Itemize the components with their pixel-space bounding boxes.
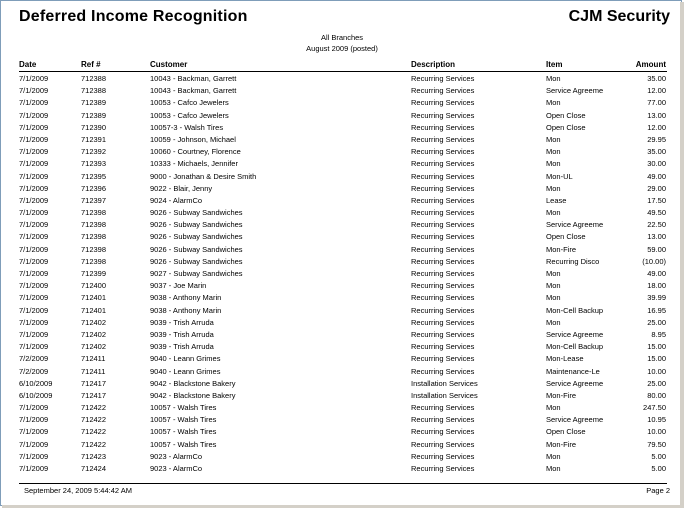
cell-date: 7/1/2009 (19, 439, 49, 449)
cell-customer: 9037 - Joe Marin (150, 281, 207, 291)
column-header-description: Description (411, 60, 456, 69)
table-row (19, 464, 667, 476)
cell-item: Maintenance-Le (546, 366, 600, 376)
cell-item: Mon (546, 464, 561, 473)
column-header-amount: Amount (635, 60, 666, 69)
cell-amount: 29.00 (647, 183, 666, 193)
cell-date: 7/1/2009 (19, 342, 49, 352)
cell-item: Service Agreeme (546, 329, 604, 339)
table-row (19, 293, 667, 305)
column-header-item: Item (546, 60, 563, 69)
cell-amount: 29.95 (647, 134, 666, 144)
table-row (19, 342, 667, 354)
cell-item: Mon (546, 208, 561, 218)
table-row (19, 367, 667, 379)
cell-ref: 712398 (81, 256, 107, 266)
cell-description: Installation Services (411, 390, 478, 400)
cell-date: 7/1/2009 (19, 147, 49, 157)
cell-item: Open Close (546, 427, 586, 437)
cell-description: Recurring Services (411, 147, 475, 157)
cell-ref: 712402 (81, 342, 107, 352)
cell-ref: 712422 (81, 415, 107, 425)
cell-ref: 712399 (81, 269, 107, 278)
branch-filter: All Branches (320, 33, 364, 42)
cell-amount: 8.95 (651, 329, 666, 339)
cell-description: Recurring Services (411, 451, 475, 461)
cell-date: 7/1/2009 (19, 451, 49, 461)
cell-date: 7/1/2009 (19, 208, 49, 218)
table-row (19, 245, 667, 257)
cell-ref: 712398 (81, 232, 107, 242)
cell-amount: 5.00 (651, 464, 666, 473)
cell-item: Mon (546, 451, 561, 461)
cell-amount: 39.99 (647, 293, 666, 303)
cell-amount: 80.00 (647, 390, 666, 400)
cell-item: Mon-Lease (546, 354, 584, 364)
cell-item: Mon (546, 281, 561, 291)
cell-amount: 49.00 (647, 269, 666, 278)
cell-amount: 10.00 (647, 427, 666, 437)
cell-description: Recurring Services (411, 329, 475, 339)
cell-item: Mon (546, 293, 561, 303)
cell-ref: 712417 (81, 378, 107, 388)
cell-date: 7/1/2009 (19, 74, 49, 83)
cell-ref: 712422 (81, 427, 107, 437)
cell-amount: 13.00 (647, 232, 666, 242)
cell-ref: 712388 (81, 74, 107, 83)
cell-ref: 712401 (81, 305, 107, 315)
cell-item: Mon (546, 183, 561, 193)
cell-ref: 712424 (81, 464, 107, 473)
cell-item: Mon (546, 74, 561, 83)
cell-date: 7/1/2009 (19, 329, 49, 339)
table-row (19, 318, 667, 330)
cell-customer: 9040 - Leann Grimes (150, 366, 221, 376)
table-row (19, 379, 667, 391)
cell-date: 7/1/2009 (19, 86, 49, 96)
cell-ref: 712422 (81, 403, 107, 413)
cell-item: Mon (546, 159, 561, 169)
cell-ref: 712390 (81, 122, 107, 132)
cell-amount: 79.50 (647, 439, 666, 449)
cell-item: Lease (546, 195, 567, 205)
cell-item: Mon (546, 98, 561, 108)
cell-date: 7/1/2009 (19, 244, 49, 254)
cell-description: Recurring Services (411, 171, 475, 181)
cell-amount: 12.00 (647, 86, 666, 96)
cell-description: Recurring Services (411, 354, 475, 364)
cell-date: 7/1/2009 (19, 403, 49, 413)
table-row (19, 159, 667, 171)
table-row (19, 135, 667, 147)
cell-description: Recurring Services (411, 342, 475, 352)
cell-ref: 712402 (81, 329, 107, 339)
cell-amount: 49.50 (647, 208, 666, 218)
table-row (19, 86, 667, 98)
page-shadow-right (680, 2, 684, 508)
cell-ref: 712397 (81, 195, 107, 205)
cell-customer: 10043 - Backman, Garrett (150, 86, 237, 96)
table-row (19, 440, 667, 452)
cell-customer: 10059 - Johnson, Michael (150, 134, 236, 144)
cell-ref: 712389 (81, 110, 107, 120)
cell-customer: 10057 - Walsh Tires (150, 415, 217, 425)
table-row (19, 415, 667, 427)
cell-amount: 25.00 (647, 378, 666, 388)
cell-item: Mon-Fire (546, 244, 577, 254)
table-row (19, 269, 667, 281)
cell-amount: 10.00 (647, 366, 666, 376)
table-row (19, 147, 667, 159)
cell-description: Recurring Services (411, 134, 475, 144)
cell-date: 7/1/2009 (19, 256, 49, 266)
column-header-ref: Ref # (81, 60, 101, 69)
cell-customer: 10057 - Walsh Tires (150, 427, 217, 437)
table-row (19, 391, 667, 403)
cell-description: Recurring Services (411, 317, 475, 327)
table-row (19, 427, 667, 439)
cell-description: Recurring Services (411, 403, 475, 413)
cell-amount: 247.50 (643, 403, 666, 413)
table-row (19, 208, 667, 220)
table-row (19, 452, 667, 464)
cell-date: 7/1/2009 (19, 183, 49, 193)
cell-item: Mon-Fire (546, 439, 577, 449)
cell-customer: 9023 - AlarmCo (150, 451, 203, 461)
cell-item: Mon-Cell Backup (546, 342, 604, 352)
cell-date: 7/1/2009 (19, 134, 49, 144)
cell-date: 6/10/2009 (19, 378, 53, 388)
cell-customer: 9027 - Subway Sandwiches (150, 269, 243, 278)
cell-amount: 59.00 (647, 244, 666, 254)
table-row (19, 403, 667, 415)
cell-description: Recurring Services (411, 305, 475, 315)
table-row (19, 281, 667, 293)
report-title: Deferred Income Recognition (19, 8, 248, 25)
cell-customer: 9039 - Trish Arruda (150, 317, 214, 327)
cell-description: Recurring Services (411, 244, 475, 254)
cell-description: Recurring Services (411, 427, 475, 437)
cell-item: Service Agreeme (546, 86, 604, 96)
cell-customer: 9042 - Blackstone Bakery (150, 390, 236, 400)
print-timestamp: September 24, 2009 5:44:42 AM (24, 486, 132, 495)
cell-date: 7/1/2009 (19, 98, 49, 108)
cell-description: Recurring Services (411, 269, 475, 278)
cell-amount: (10.00) (642, 256, 666, 266)
cell-amount: 15.00 (647, 354, 666, 364)
cell-customer: 9026 - Subway Sandwiches (150, 220, 243, 230)
cell-description: Recurring Services (411, 110, 475, 120)
cell-amount: 25.00 (647, 317, 666, 327)
cell-ref: 712422 (81, 439, 107, 449)
cell-description: Recurring Services (411, 195, 475, 205)
cell-customer: 10057-3 - Walsh Tires (150, 122, 224, 132)
cell-date: 6/10/2009 (19, 390, 53, 400)
cell-customer: 9022 - Blair, Jenny (150, 183, 213, 193)
cell-date: 7/1/2009 (19, 232, 49, 242)
column-header-customer: Customer (150, 60, 188, 69)
cell-ref: 712417 (81, 390, 107, 400)
table-row (19, 74, 667, 86)
cell-date: 7/2/2009 (19, 354, 49, 364)
cell-amount: 35.00 (647, 74, 666, 83)
table-row (19, 232, 667, 244)
cell-customer: 9038 - Anthony Marin (150, 293, 222, 303)
cell-amount: 12.00 (647, 122, 666, 132)
cell-description: Recurring Services (411, 98, 475, 108)
cell-item: Mon (546, 317, 561, 327)
cell-customer: 9000 - Jonathan & Desire Smith (150, 171, 257, 181)
cell-item: Mon-UL (546, 171, 573, 181)
cell-date: 7/1/2009 (19, 415, 49, 425)
cell-date: 7/1/2009 (19, 427, 49, 437)
table-row (19, 111, 667, 123)
cell-customer: 9038 - Anthony Marin (150, 305, 222, 315)
cell-customer: 9023 - AlarmCo (150, 464, 203, 473)
cell-description: Recurring Services (411, 439, 475, 449)
cell-customer: 9026 - Subway Sandwiches (150, 208, 243, 218)
cell-amount: 77.00 (647, 98, 666, 108)
cell-date: 7/1/2009 (19, 220, 49, 230)
cell-ref: 712393 (81, 159, 107, 169)
cell-description: Recurring Services (411, 86, 475, 96)
cell-description: Recurring Services (411, 122, 475, 132)
page-number: Page 2 (646, 486, 670, 495)
cell-customer: 9039 - Trish Arruda (150, 329, 214, 339)
cell-ref: 712396 (81, 183, 107, 193)
cell-date: 7/1/2009 (19, 159, 49, 169)
cell-customer: 10053 - Cafco Jewelers (150, 110, 229, 120)
cell-date: 7/1/2009 (19, 464, 49, 473)
table-row (19, 220, 667, 232)
cell-description: Recurring Services (411, 281, 475, 291)
cell-item: Mon-Fire (546, 390, 577, 400)
cell-date: 7/1/2009 (19, 293, 49, 303)
cell-description: Recurring Services (411, 415, 475, 425)
cell-date: 7/2/2009 (19, 366, 49, 376)
cell-ref: 712402 (81, 317, 107, 327)
table-row (19, 196, 667, 208)
cell-ref: 712398 (81, 220, 107, 230)
table-row (19, 123, 667, 135)
cell-description: Recurring Services (411, 183, 475, 193)
cell-amount: 49.00 (647, 171, 666, 181)
cell-customer: 10043 - Backman, Garrett (150, 74, 237, 83)
header-divider (19, 71, 667, 72)
table-row (19, 172, 667, 184)
cell-amount: 13.00 (647, 110, 666, 120)
cell-description: Recurring Services (411, 464, 475, 473)
cell-ref: 712423 (81, 451, 107, 461)
cell-ref: 712398 (81, 208, 107, 218)
cell-ref: 712391 (81, 134, 107, 144)
cell-description: Recurring Services (411, 208, 475, 218)
cell-ref: 712401 (81, 293, 107, 303)
cell-amount: 22.50 (647, 220, 666, 230)
column-header-date: Date (19, 60, 37, 69)
table-row (19, 98, 667, 110)
cell-customer: 10057 - Walsh Tires (150, 403, 217, 413)
cell-item: Open Close (546, 110, 586, 120)
cell-date: 7/1/2009 (19, 317, 49, 327)
cell-item: Recurring Disco (546, 256, 600, 266)
cell-item: Service Agreeme (546, 220, 604, 230)
table-row (19, 184, 667, 196)
company-name: CJM Security (568, 8, 670, 25)
report-table-body (19, 74, 667, 476)
cell-item: Service Agreeme (546, 378, 604, 388)
cell-date: 7/1/2009 (19, 110, 49, 120)
period-label: August 2009 (posted) (306, 44, 378, 53)
cell-customer: 10060 - Courtney, Florence (150, 147, 241, 157)
cell-description: Recurring Services (411, 74, 475, 83)
cell-customer: 10057 - Walsh Tires (150, 439, 217, 449)
cell-item: Mon (546, 269, 561, 278)
cell-amount: 10.95 (647, 415, 666, 425)
cell-customer: 9026 - Subway Sandwiches (150, 232, 243, 242)
cell-ref: 712388 (81, 86, 107, 96)
cell-item: Mon (546, 134, 561, 144)
cell-customer: 9024 - AlarmCo (150, 195, 203, 205)
cell-description: Recurring Services (411, 232, 475, 242)
cell-amount: 17.50 (647, 195, 666, 205)
cell-item: Mon (546, 147, 561, 157)
cell-ref: 712389 (81, 98, 107, 108)
cell-description: Recurring Services (411, 366, 475, 376)
cell-description: Recurring Services (411, 256, 475, 266)
cell-description: Installation Services (411, 378, 478, 388)
cell-date: 7/1/2009 (19, 171, 49, 181)
cell-ref: 712395 (81, 171, 107, 181)
cell-item: Mon (546, 403, 561, 413)
cell-customer: 9039 - Trish Arruda (150, 342, 214, 352)
table-row (19, 257, 667, 269)
cell-ref: 712398 (81, 244, 107, 254)
cell-date: 7/1/2009 (19, 122, 49, 132)
cell-description: Recurring Services (411, 293, 475, 303)
cell-item: Open Close (546, 232, 586, 242)
cell-ref: 712392 (81, 147, 107, 157)
cell-item: Service Agreeme (546, 415, 604, 425)
cell-date: 7/1/2009 (19, 281, 49, 291)
cell-amount: 18.00 (647, 281, 666, 291)
cell-item: Mon-Cell Backup (546, 305, 604, 315)
footer-divider (19, 483, 667, 484)
table-row (19, 330, 667, 342)
cell-amount: 5.00 (651, 451, 666, 461)
cell-customer: 9042 - Blackstone Bakery (150, 378, 236, 388)
cell-item: Open Close (546, 122, 586, 132)
cell-amount: 30.00 (647, 159, 666, 169)
cell-ref: 712400 (81, 281, 107, 291)
cell-amount: 15.00 (647, 342, 666, 352)
cell-customer: 9026 - Subway Sandwiches (150, 256, 243, 266)
cell-customer: 9026 - Subway Sandwiches (150, 244, 243, 254)
cell-description: Recurring Services (411, 159, 475, 169)
cell-amount: 35.00 (647, 147, 666, 157)
cell-customer: 10053 - Cafco Jewelers (150, 98, 229, 108)
table-row (19, 306, 667, 318)
cell-customer: 10333 - Michaels, Jennifer (150, 159, 238, 169)
table-row (19, 354, 667, 366)
cell-ref: 712411 (81, 366, 106, 376)
cell-description: Recurring Services (411, 220, 475, 230)
cell-amount: 16.95 (647, 305, 666, 315)
cell-date: 7/1/2009 (19, 305, 49, 315)
cell-ref: 712411 (81, 354, 106, 364)
cell-date: 7/1/2009 (19, 269, 49, 278)
cell-customer: 9040 - Leann Grimes (150, 354, 221, 364)
cell-date: 7/1/2009 (19, 195, 49, 205)
